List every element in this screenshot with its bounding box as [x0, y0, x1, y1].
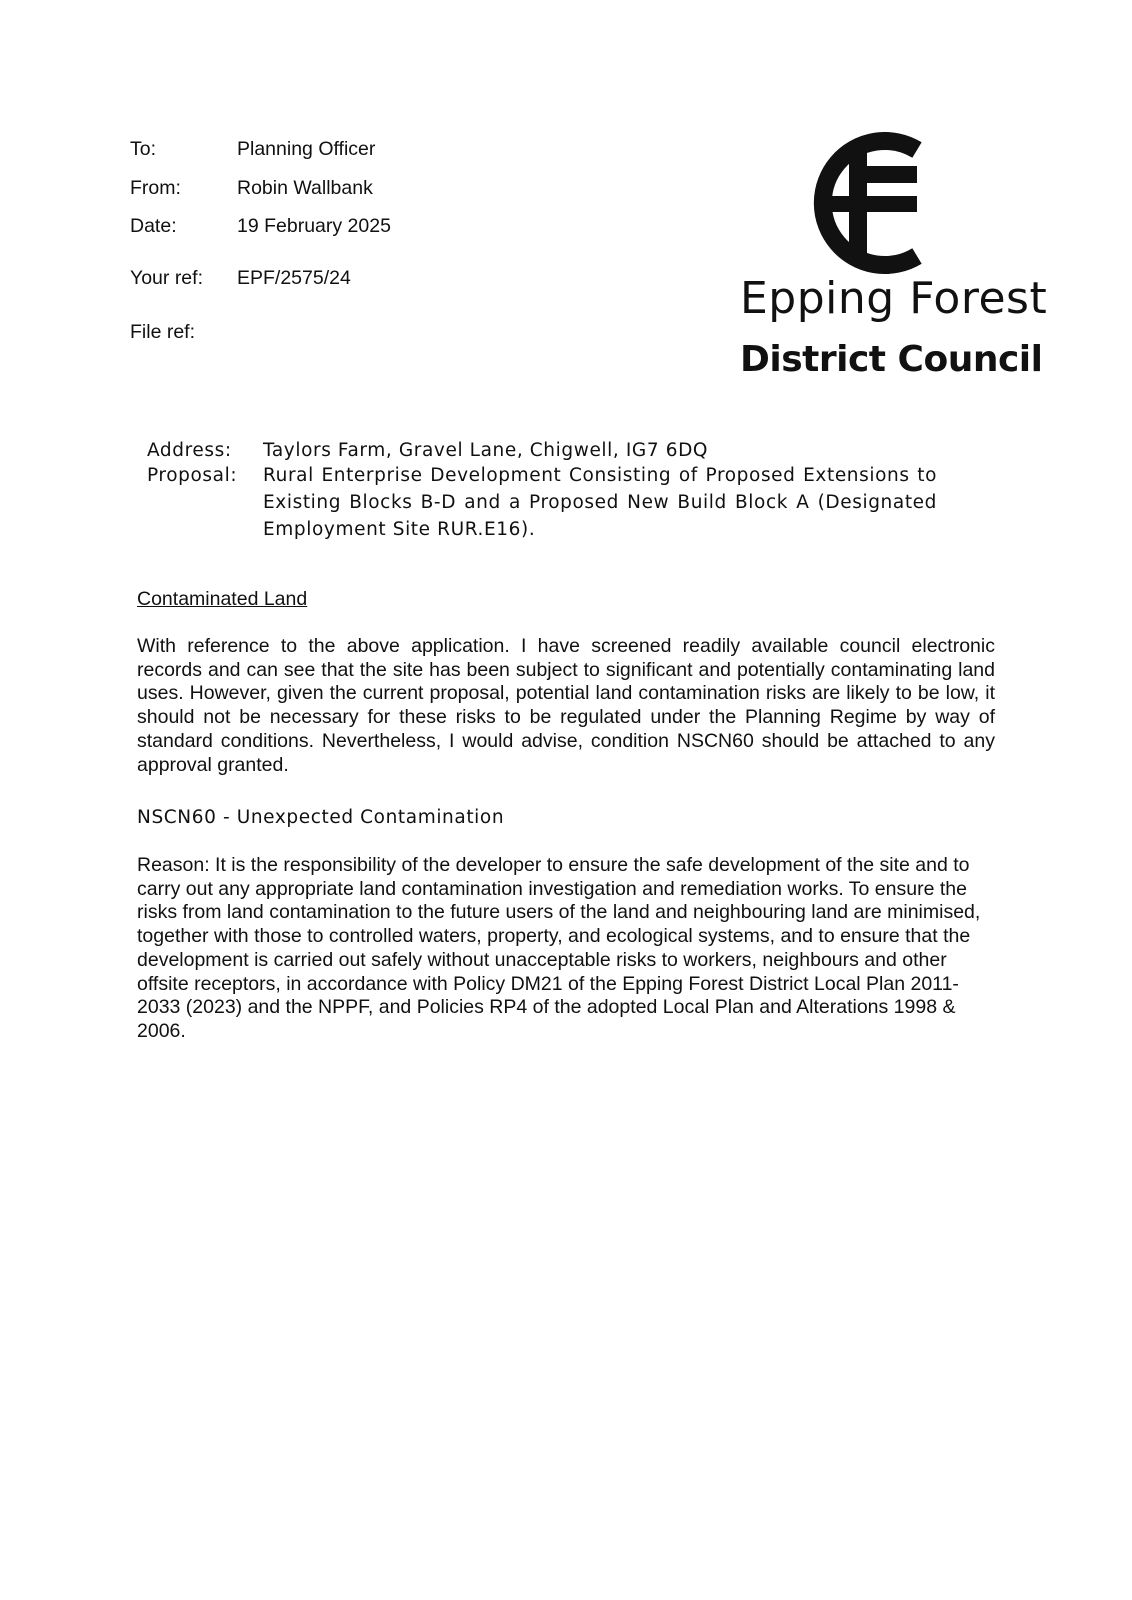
paragraph-assessment: With reference to the above application. I have screened readily available council electronic records and can see that the site has been subject to significant and potentially contaminating land uses. However, given the current proposal, potential land contamination risks are likely to be low, it should not be necessary for these risks to be regulated under the Planning Regime by way of standard conditions. Nevertheless, I would advise, condition NSCN60 should be attached to any approval granted. [137, 635, 995, 776]
section-heading-contaminated-land: Contaminated Land [137, 588, 308, 610]
paragraph-reason: Reason: It is the responsibility of the developer to ensure the safe development of the site and to carry out any appropriate land contamination investigation and remediation works. To ensure the risks from land contamination to the future users of the land and neighbouring land are minimised, together with those to controlled waters, property, and ecological systems, and to ensure that the development is carried out safely without unacceptable risks to workers, neighbours and other offsite receptors, in accordance with Policy DM21 of the Epping Forest District Local Plan 2011-2033 (2023) and the NPPF, and Policies RP4 of the adopted Local Plan and Alterations 1998 & 2006. [137, 854, 981, 1042]
epping-forest-ef-logo-icon [805, 132, 935, 274]
memo-date-label: Date: [130, 215, 177, 237]
memo-date-value: 19 February 2025 [237, 215, 391, 237]
condition-heading: NSCN60 - Unexpected Contamination [137, 807, 505, 828]
memo-file-ref-label: File ref: [130, 321, 196, 343]
memo-to-value: Planning Officer [237, 138, 376, 160]
address-value: Taylors Farm, Gravel Lane, Chigwell, IG7 6DQ [263, 440, 709, 461]
memo-your-ref-label: Your ref: [130, 267, 203, 289]
address-label: Address: [147, 440, 232, 461]
proposal-label: Proposal: [147, 465, 238, 486]
memo-from-value: Robin Wallbank [237, 177, 373, 199]
memo-your-ref-value: EPF/2575/24 [237, 267, 351, 289]
logo-line-2: District Council [740, 339, 1043, 380]
proposal-value: Rural Enterprise Development Consisting of Proposed Extensions to Existing Blocks B-D and a Proposed New Build Block A (Designated Employment Site RUR.E16). [263, 465, 937, 540]
logo-line-1: Epping Forest [740, 273, 1048, 324]
memo-from-label: From: [130, 177, 181, 199]
memo-to-label: To: [130, 138, 157, 160]
